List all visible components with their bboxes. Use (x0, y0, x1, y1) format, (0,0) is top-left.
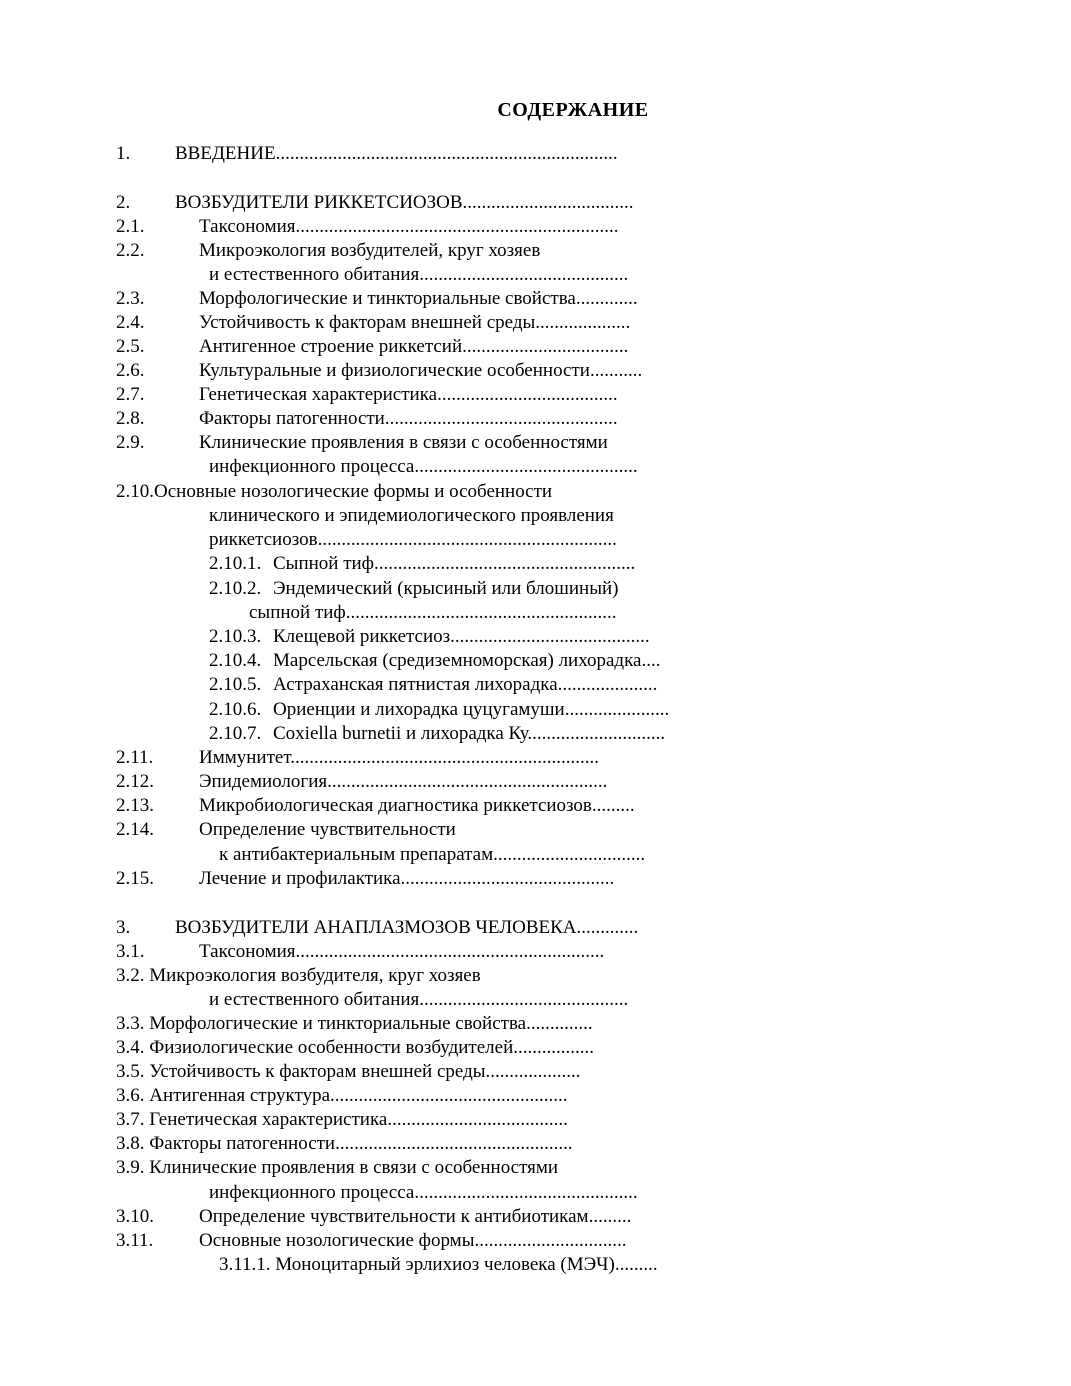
toc-entry-title: Определение чувствительности (199, 819, 456, 840)
toc-entry-title: Антигенное строение риккетсий................................... (199, 336, 629, 357)
toc-entry-number: 2.10.5. (209, 674, 262, 695)
toc-entry-title: Сыпной тиф....................................................... (273, 553, 636, 574)
toc-entry-title: 3.6. Антигенная структура.................................................. (116, 1085, 568, 1106)
toc-entry-title: 3.2. Микроэкология возбудителя, круг хозяев (116, 965, 481, 986)
toc-entry-number: 2.10.2. (209, 578, 262, 599)
toc-entry-number: 2.10.1. (209, 553, 262, 574)
toc-entry-title: Клинические проявления в связи с особенностями (199, 432, 608, 453)
toc-entry-title: Астраханская пятнистая лихорадка..................... (273, 674, 658, 695)
toc-entry-title: 3.8. Факторы патогенности.................................................. (116, 1133, 573, 1154)
toc-entry-title: сыпной тиф......................................................... (249, 602, 617, 623)
toc-entry-title: Генетическая характеристика...................................... (199, 384, 618, 405)
toc-entry-title: Микробиологическая диагностика риккетсиозов......... (199, 795, 635, 816)
toc-entry-title: клинического и эпидемиологического проявления (209, 505, 614, 526)
toc-entry-number: 2.4. (116, 312, 145, 333)
toc-entry-number: 2.12. (116, 771, 154, 792)
toc-entry-number: 2.6. (116, 360, 145, 381)
toc-entry-number: 3. (116, 917, 131, 938)
toc-entry-title: 3.5. Устойчивость к факторам внешней среды.................... (116, 1061, 581, 1082)
toc-entry-number: 2.11. (116, 747, 154, 768)
toc-entry-title: к антибактериальным препаратам................................ (219, 844, 646, 865)
toc-entry-title: Таксономия................................................................. (199, 941, 605, 962)
toc-entry-number: 2.13. (116, 795, 154, 816)
toc-entry-number: 2.3. (116, 288, 145, 309)
toc-entry-title: ВОЗБУДИТЕЛИ АНАПЛАЗМОЗОВ ЧЕЛОВЕКА............. (175, 917, 639, 938)
toc-entry-title: Эпидемиология........................................................... (199, 771, 608, 792)
toc-entry-title: 2.10.Основные нозологические формы и особенности (116, 481, 553, 502)
toc-entry-number: 2. (116, 192, 131, 213)
toc-entry-number: 3.10. (116, 1206, 154, 1227)
toc-entry-number: 1. (116, 143, 131, 164)
toc-entry-number: 2.9. (116, 432, 145, 453)
toc-entry-number: 3.11. (116, 1230, 154, 1251)
toc-entry-title: Микроэкология возбудителей, круг хозяев (199, 240, 541, 261)
toc-entry-title: риккетсиозов............................................................... (209, 529, 617, 550)
toc-entry-title: 3.11.1. Моноцитарный эрлихиоз человека (МЭЧ)......... (219, 1254, 658, 1275)
toc-entry-title: Основные нозологические формы................................ (199, 1230, 627, 1251)
toc-entry-number: 2.7. (116, 384, 145, 405)
toc-entry-title: Таксономия.................................................................... (199, 216, 619, 237)
toc-entry-number: 2.10.4. (209, 650, 262, 671)
toc-entry-number: 2.2. (116, 240, 145, 261)
toc-entry-title: Клещевой риккетсиоз.......................................... (273, 626, 650, 647)
toc-entry-number: 2.1. (116, 216, 145, 237)
toc-entry-number: 3.1. (116, 941, 145, 962)
page-title: СОДЕРЖАНИЕ (497, 99, 649, 121)
toc-entry-title: ВВЕДЕНИЕ........................................................................ (175, 143, 618, 164)
toc-entry-number: 2.15. (116, 868, 154, 889)
toc-entry-title: Определение чувствительности к антибиотикам......... (199, 1206, 632, 1227)
toc-entry-title: и естественного обитания............................................ (209, 264, 629, 285)
toc-entry-title: и естественного обитания............................................ (209, 989, 629, 1010)
toc-entry-number: 2.14. (116, 819, 154, 840)
toc-entry-number: 2.10.7. (209, 723, 262, 744)
toc-entry-title: Эндемический (крысиный или блошиный) (273, 578, 619, 599)
toc-entry-number: 2.5. (116, 336, 145, 357)
toc-entry-title: 3.7. Генетическая характеристика...................................... (116, 1109, 568, 1130)
toc-entry-title: инфекционного процесса............................................... (209, 1182, 638, 1203)
toc-entry-title: 3.3. Морфологические и тинкториальные свойства.............. (116, 1013, 593, 1034)
toc-entry-title: 3.4. Физиологические особенности возбудителей................. (116, 1037, 594, 1058)
toc-entry-number: 2.8. (116, 408, 145, 429)
toc-entry-title: Марсельская (средиземноморская) лихорадка.... (273, 650, 661, 671)
toc-entry-number: 2.10.3. (209, 626, 262, 647)
toc-entry-title: Факторы патогенности................................................. (199, 408, 618, 429)
toc-entry-title: Лечение и профилактика............................................. (199, 868, 615, 889)
toc-entry-title: Устойчивость к факторам внешней среды.................... (199, 312, 631, 333)
toc-entry-title: Ориенции и лихорадка цуцугамуши...................... (273, 699, 670, 720)
toc-entry-title: ВОЗБУДИТЕЛИ РИККЕТСИОЗОВ.................................... (175, 192, 634, 213)
toc-entry-number: 2.10.6. (209, 699, 262, 720)
toc-entry-title: 3.9. Клинические проявления в связи с особенностями (116, 1157, 559, 1178)
toc-entry-title: Coxiella burnetii и лихорадка Ку............................. (273, 723, 666, 744)
toc-entry-title: Культуральные и физиологические особенности........... (199, 360, 643, 381)
toc-entry-title: Морфологические и тинкториальные свойства............. (199, 288, 638, 309)
toc-entry-title: инфекционного процесса............................................... (209, 456, 638, 477)
toc-entry-title: Иммунитет................................................................. (199, 747, 599, 768)
